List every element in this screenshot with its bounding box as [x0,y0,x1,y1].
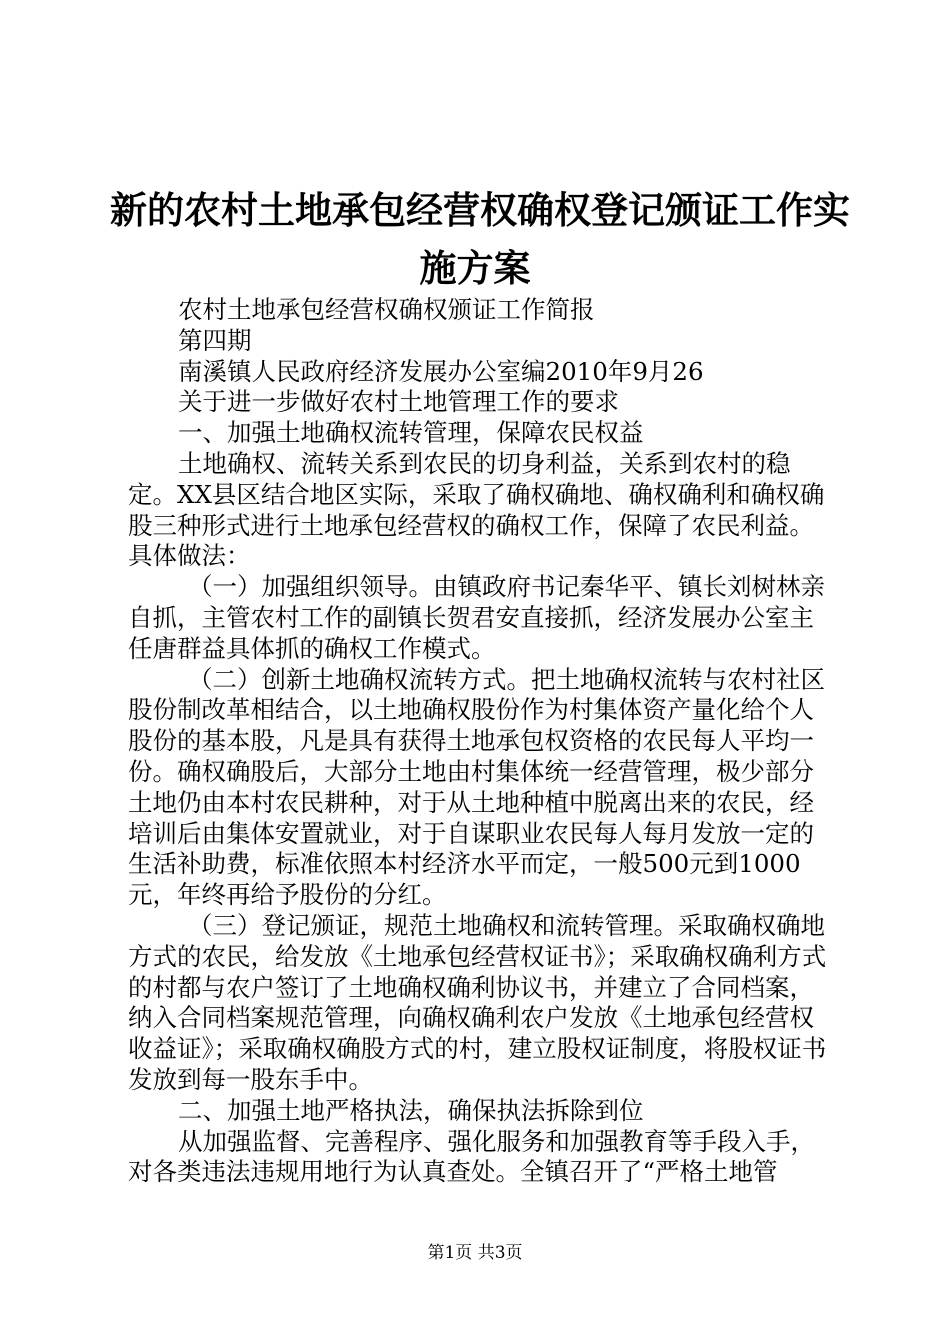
paragraph-enforcement: 从加强监督、完善程序、强化服务和加强教育等手段入手，对各类违法违规用地行为认真查处。全镇召开了“严格土地管 [128,1126,815,1187]
issuer-date-line: 南溪镇人民政府经济发展办公室编2010年9月26 [178,356,704,386]
issue-number: 第四期 [178,325,252,355]
bulletin-name: 农村土地承包经营权确权颁证工作简报 [178,295,595,324]
paragraph-item-3: （三）登记颁证，规范土地确权和流转管理。采取确权确地方式的农民，给发放《土地承包经营权证书》；采取确权确利方式的村都与农户签订了土地确权确利协议书，并建立了合同档案，纳入合同档案规范管理，向确权确利农户发放《土地承包经营权收益证》；采取确权确股方式的村，建立股权证制度，将股权证书发放到每一股东手中。 [128,910,827,1094]
page-footer: 第1页 共3页 [427,1243,523,1263]
paragraph-item-2: （二）创新土地确权流转方式。把土地确权流转与农村社区股份制改革相结合，以土地确权股份作为村集体资产量化给个人股份的基本股，凡是具有获得土地承包权资格的农民每人平均一份。确权确股后，大部分土地由村集体统一经营管理，极少部分土地仍由本村农民耕种，对于从土地种植中脱离出来的农民，经培训后由集体安置就业，对于自谋职业农民每人每月发放一定的生活补助费，标准依照本村经济水平而定，一般500元到1000元，年终再给予股份的分红。 [128,664,825,910]
section-heading-2: 二、加强土地严格执法，确保执法拆除到位 [178,1095,644,1125]
document-title-line-2: 施方案 [419,246,531,290]
document-body [128,295,838,1188]
paragraph-intro: 土地确权、流转关系到农民的切身利益，关系到农村的稳定。XX县区结合地区实际，采取了确权确地、确权确利和确权确股三种形式进行土地承包经营权的确权工作，保障了农民利益。具体做法： [128,448,825,571]
document-title-line-1: 新的农村土地承包经营权确权登记颁证工作实 [110,188,850,232]
subject-line: 关于进一步做好农村土地管理工作的要求 [178,387,619,417]
paragraph-item-1: （一）加强组织领导。由镇政府书记秦华平、镇长刘树林亲自抓，主管农村工作的副镇长贺君安直接抓，经济发展办公室主任唐群益具体抓的确权工作模式。 [128,572,825,663]
section-heading-1: 一、加强土地确权流转管理，保障农民权益 [178,418,644,448]
